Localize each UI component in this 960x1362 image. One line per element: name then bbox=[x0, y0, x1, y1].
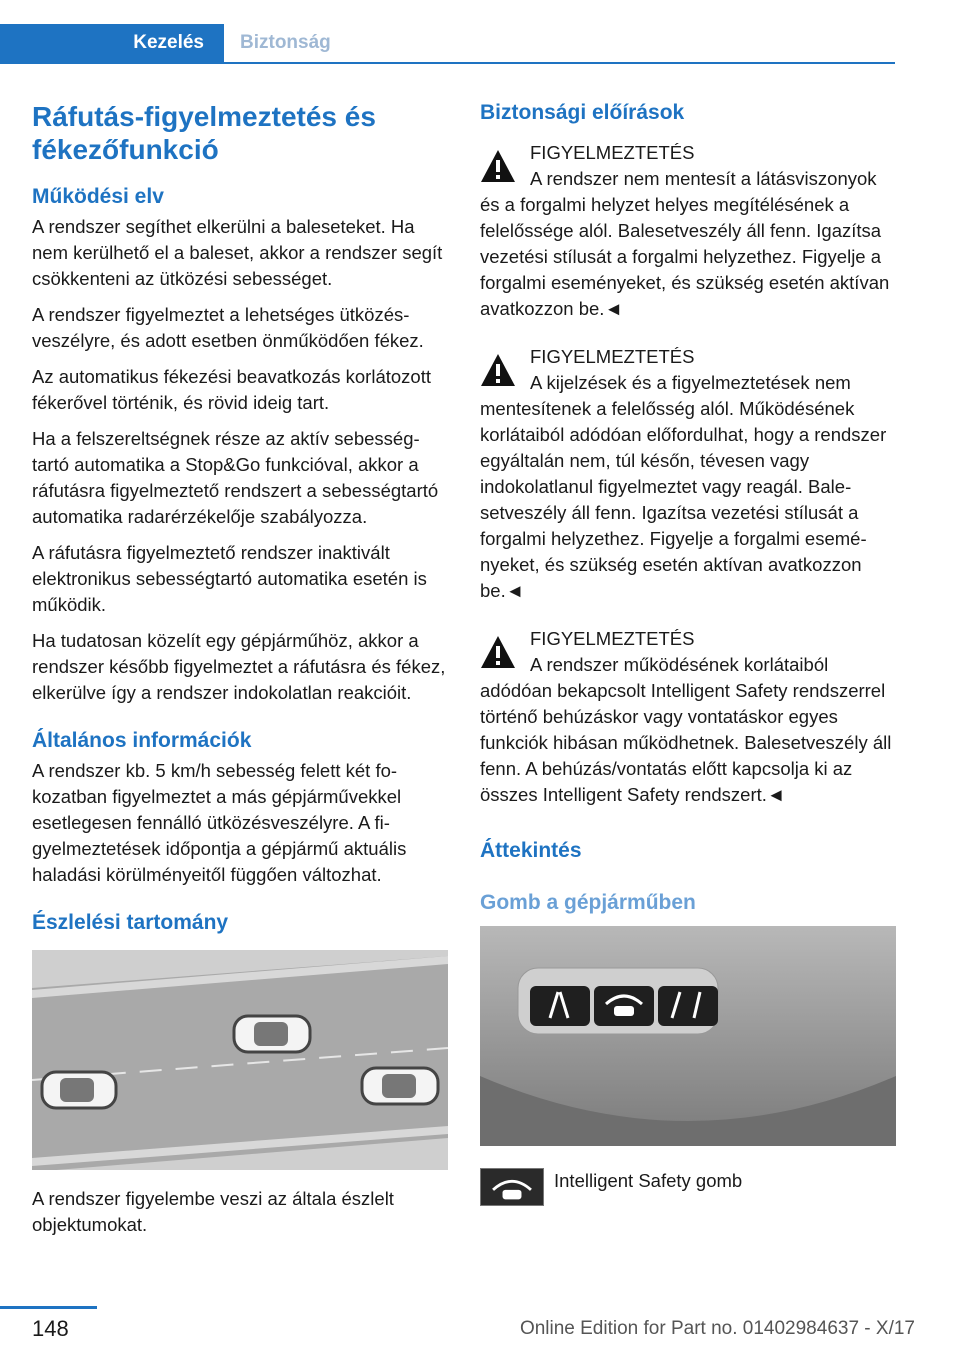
warning-text: A rendszer működésének korlátaiból adódóan bekapcsolt Intelligent Safety rendszerrel történő behúzáskor vagy vontatáskor egyes funkciók hibásan működhetnek. Balesetveszély áll fenn. A behúzás/vontatás előtt kapcsolja ki az összes Intelligent Safety rendszert.◄ bbox=[480, 654, 892, 805]
paragraph: Ha a felszereltségnek része az aktív sebességtartó automatika a Stop&Go funkcióval, akkor a ráfutásra figyelmeztető rendszert a sebességtartó automatika radarérzékelője szabályozza. bbox=[32, 428, 439, 527]
paragraph: Ha tudatosan közelít egy gépjárműhöz, akkor a rendszer később figyelmeztet a ráfutásra és fékez, elkerülve így a rendszer indokolatlan reakcióit. bbox=[32, 630, 446, 703]
warning-block bbox=[480, 344, 896, 604]
tab-biztonsag[interactable]: Biztonság bbox=[240, 32, 331, 53]
lane-change-button-icon bbox=[658, 986, 718, 1026]
warning-heading: FIGYELMEZTETÉS bbox=[530, 346, 695, 367]
tab-kezeles[interactable]: Kezelés bbox=[0, 24, 224, 62]
road-diagram bbox=[32, 950, 448, 1170]
heading-eszlelesi-tartomany: Észlelési tartomány bbox=[32, 911, 229, 934]
warning-triangle-icon bbox=[480, 148, 516, 184]
paragraph: A rendszer figyelmeztet a lehetséges ütközésveszélyre, és adott esetben önműködően fékez. bbox=[32, 304, 424, 351]
heading-mukodesi-elv: Működési elv bbox=[32, 185, 164, 208]
button-panel-illustration bbox=[480, 926, 896, 1146]
warning-text: A kijelzések és a figyelmeztetések nem mentesítenek a felelősség alól. Működésének korlátaiból adódóan előfordulhat, hogy a rendszer egyáltalán nem, túl későn, tévesen vagy indokolatlanul figyelmeztet vagy reagál. Balesetveszély áll fenn. Igazítsa vezetési stílusát a forgalmi helyzethez. Figyelje a forgalmi eseményeket, és szükség esetén aktívan avatkozzon be.◄ bbox=[480, 372, 887, 601]
heading-biztonsagi-eloirasok: Biztonsági előírások bbox=[480, 101, 685, 124]
paragraph: A rendszer kb. 5 km/h sebesség felett két fokozatban figyelmeztet a más gépjárművekkel esetlegesen fennálló ütközésveszélyre. A figyelmeztetések időpontja a gépjármű aktuális haladási körülményeitől függően változhat. bbox=[32, 760, 407, 885]
button-legend bbox=[480, 1168, 896, 1208]
warning-heading: FIGYELMEZTETÉS bbox=[530, 628, 695, 649]
car-left-icon bbox=[42, 1072, 116, 1108]
detection-range-illustration bbox=[32, 950, 448, 1170]
warning-triangle-icon bbox=[480, 634, 516, 670]
heading-attekintes: Áttekintés bbox=[480, 839, 582, 862]
car-ahead-icon bbox=[234, 1016, 310, 1052]
warning-block bbox=[480, 626, 896, 808]
car-right-icon bbox=[362, 1068, 438, 1104]
paragraph: A ráfutásra figyelmeztető rendszer inaktivált elektronikus sebességtartó automatika esetén is működik. bbox=[32, 542, 427, 615]
intelligent-safety-icon bbox=[480, 1168, 544, 1206]
page-title: Ráfutás-figyelmeztetés és fékezőfunkció bbox=[32, 101, 376, 165]
footer-rule bbox=[0, 1306, 97, 1309]
edition-text: Online Edition for Part no. 01402984637 - X/17 bbox=[519, 1318, 915, 1339]
heading-gomb-a-gepjarmuben: Gomb a gépjárműben bbox=[480, 891, 696, 914]
warning-block bbox=[480, 140, 896, 322]
paragraph: A rendszer segíthet elkerülni a baleseteket. Ha nem kerülhető el a baleset, akkor a rendszer segít csökkenteni az ütközési sebességet. bbox=[32, 216, 443, 289]
paragraph: Az automatikus fékezési beavatkozás korlátozott fékerővel történik, és rövid ideig tart. bbox=[32, 366, 431, 413]
lane-departure-button-icon bbox=[530, 986, 590, 1026]
warning-heading: FIGYELMEZTETÉS bbox=[530, 142, 695, 163]
warning-triangle-icon bbox=[480, 352, 516, 388]
figure-caption: A rendszer figyelembe veszi az általa észlelt objektumokat. bbox=[32, 1188, 394, 1235]
legend-text: Intelligent Safety gomb bbox=[554, 1170, 743, 1191]
heading-altalanos-informaciok: Általános információk bbox=[32, 729, 252, 752]
warning-text: A rendszer nem mentesít a látásviszonyok és a forgalmi helyzet helyes megítélésének a felelőssége alól. Balesetveszély áll fenn. Igazítsa vezetési stílusát a forgalmi helyzethez. Figyelje a forgalmi eseményeket, és szükség esetén aktívan avatkozzon be.◄ bbox=[480, 168, 890, 319]
section-tabs bbox=[0, 24, 895, 64]
button-panel-photo bbox=[480, 926, 896, 1146]
intelligent-safety-button-icon bbox=[594, 986, 654, 1026]
left-column bbox=[32, 100, 450, 1248]
right-column bbox=[480, 100, 896, 1208]
page-number: 148 bbox=[32, 1316, 69, 1341]
